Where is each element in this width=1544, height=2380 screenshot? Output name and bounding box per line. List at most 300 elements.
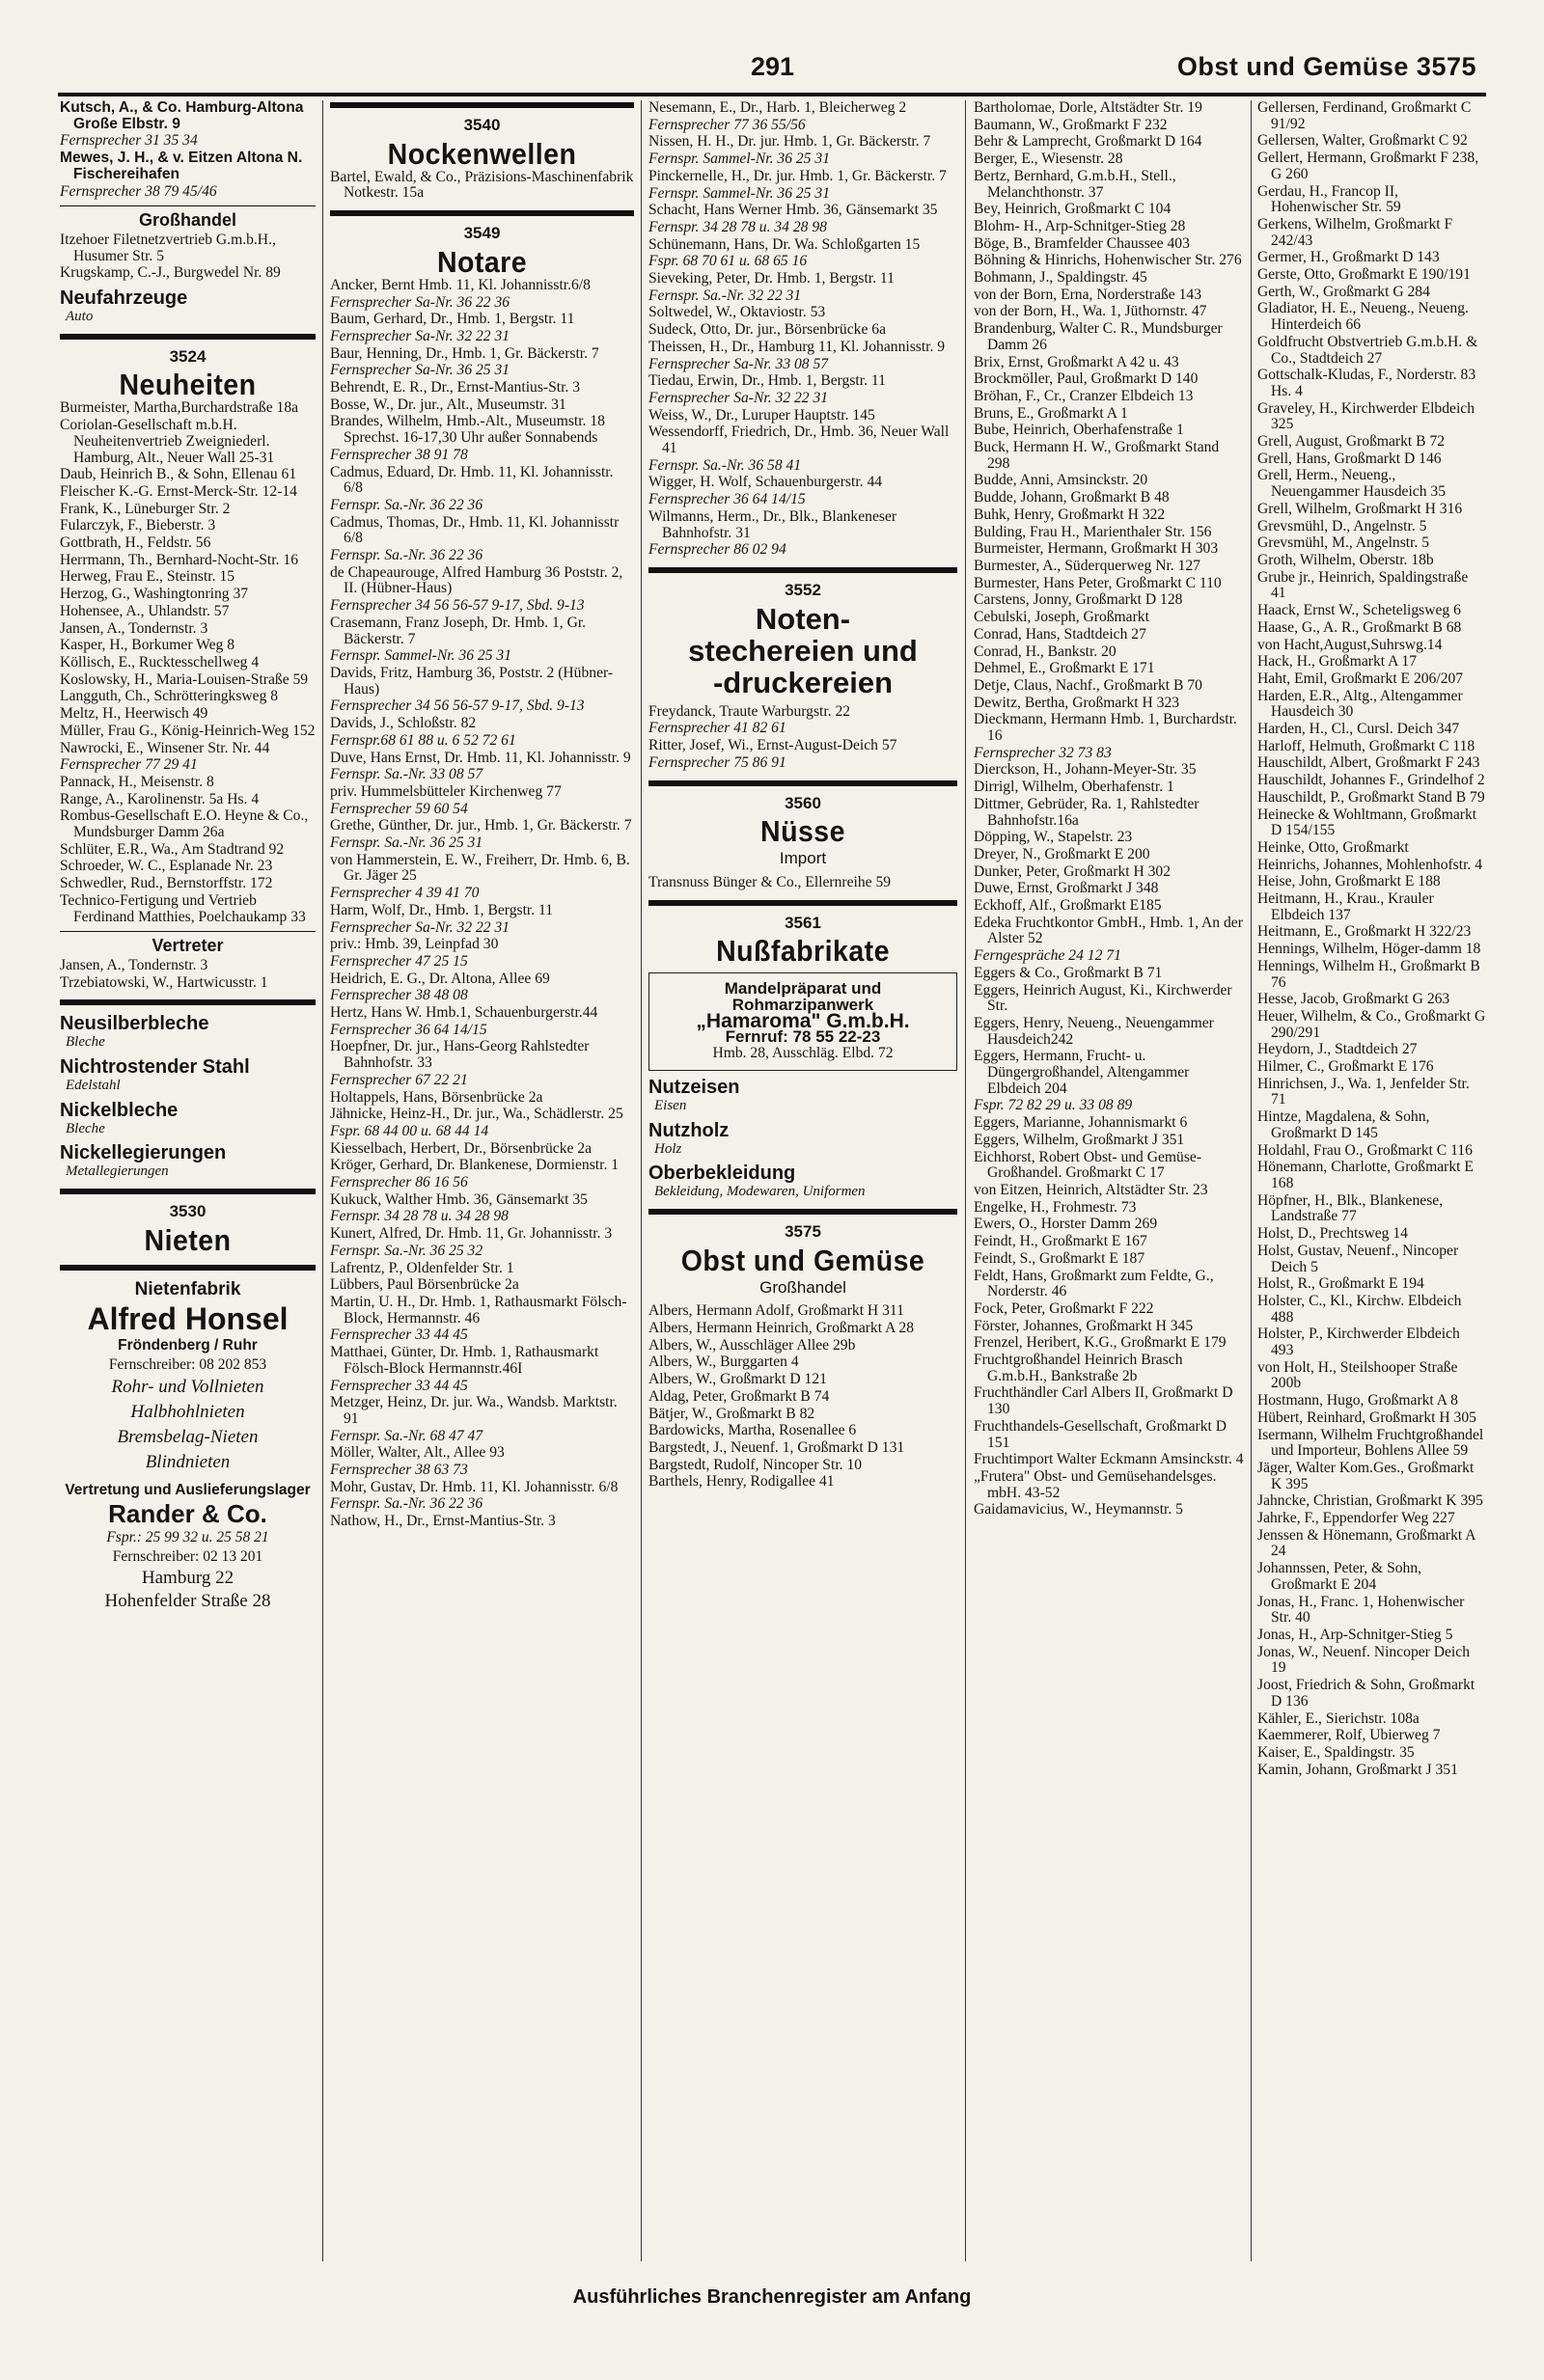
list-item: Davids, J., Schloßstr. 82 [330,715,477,732]
list-item: Grethe, Günther, Dr. jur., Hmb. 1, Gr. Bäckerstr. 7 [330,817,632,834]
list-item: Fernsprecher Sa-Nr. 36 25 31 [330,362,510,379]
list-item: Duve, Hans Ernst, Dr. Hmb. 11, Kl. Johannisstr. 9 [330,749,631,766]
list-item: Dirrigl, Wilhelm, Oberhafenstr. 1 [974,779,1174,796]
list-item: Baum, Gerhard, Dr., Hmb. 1, Bergstr. 11 [330,311,575,328]
list-item: Goldfrucht Obstvertrieb G.m.b.H. & Co., Stadtdeich 27 [1257,333,1478,367]
list-item: Baur, Henning, Dr., Hmb. 1, Gr. Bäckerstr. 7 [330,344,599,362]
phone: Fernsprecher 77 29 41 [60,756,198,774]
list-item: Holst, Gustav, Neuenf., Nincoper Deich 5 [1257,1242,1459,1275]
list-item: Wilmanns, Herm., Dr., Blk., Blankeneser Bahnhofstr. 31 [648,507,897,541]
list-item: Gellert, Hermann, Großmarkt F 238, G 260 [1257,150,1479,182]
list-item: Tiedau, Erwin, Dr., Hmb. 1, Bergstr. 11 [648,372,886,390]
list-item: Jahncke, Christian, Großmarkt K 395 [1257,1492,1483,1510]
list-item: Harden, H., Cl., Cursl. Deich 347 [1257,721,1460,738]
list-item: Barthels, Henry, Rodigallee 41 [648,1473,835,1491]
category-ref: Eisen [654,1097,687,1113]
list-item: Eckhoff, Alf., Großmarkt E185 [974,897,1162,915]
ad-line: Rohr- und Vollnieten [111,1376,264,1397]
list-item: Bey, Heinrich, Großmarkt C 104 [974,201,1172,218]
list-item: Herzog, G., Washingtonring 37 [60,586,249,603]
list-item: Schroeder, W. C., Esplanade Nr. 23 [60,858,273,875]
list-item: Behr & Lamprecht, Großmarkt D 164 [974,133,1202,150]
list-item: Mohr, Gustav, Dr. Hmb. 11, Kl. Johannisstr. 6/8 [330,1478,619,1495]
list-item: Böhning & Hinrichs, Hohenwischer Str. 276 [974,252,1242,269]
list-item: Eggers, Marianne, Johannismarkt 6 [974,1114,1188,1132]
list-item: Kamin, Johann, Großmarkt J 351 [1257,1761,1458,1778]
list-item: Pannack, H., Meisenstr. 8 [60,773,214,790]
entry-list [974,100,1244,1518]
list-item: Eichhorst, Robert Obst- und Gemüse-Großhandel. Großmarkt C 17 [974,1148,1202,1182]
list-item: Albers, W., Burggarten 4 [648,1354,799,1371]
list-item: Hennings, Wilhelm, Höger-damm 18 [1257,941,1481,958]
list-item: Fspr. 72 82 29 u. 33 08 89 [974,1097,1133,1114]
list-item: Höpfner, H., Blk., Blankenese, Landstraße 77 [1257,1191,1444,1225]
subsection-title: Vertreter [152,936,224,956]
list-item: Jansen, A., Tondernstr. 3 [60,956,208,973]
column-2 [330,100,634,2261]
ad-line: Blindnieten [145,1451,231,1472]
list-item: Itzehoer Filetnetzvertrieb G.m.b.H., Husumer Str. 5 [60,231,276,264]
list-item: Jenssen & Hönemann, Großmarkt A 24 [1257,1526,1475,1560]
list-item: Fernspr. Sa.-Nr. 36 58 41 [648,456,802,474]
category-number: 3575 [785,1221,821,1241]
list-item: Fernsprecher 77 36 55/56 [648,116,806,133]
list-item: Harloff, Helmuth, Großmarkt C 118 [1257,737,1475,754]
list-item: Buck, Hermann H. W., Großmarkt Stand 298 [974,439,1220,472]
list-item: Fernspr. Sammel-Nr. 36 25 31 [648,150,830,168]
list-item: Kukuck, Walther Hmb. 36, Gänsemarkt 35 [330,1190,588,1208]
category-title: Nieten [144,1222,232,1257]
entry-list [60,400,316,756]
list-item: Fspr. 68 70 61 u. 68 65 16 [648,253,808,270]
category-ref: Bleche [66,1120,105,1136]
list-item: Fernspr. Sa.-Nr. 36 22 36 [330,496,483,513]
list-item: Wigger, H. Wolf, Schauenburgerstr. 44 [648,474,883,491]
list-item: Feindt, H., Großmarkt E 167 [974,1233,1147,1250]
list-item: Brandenburg, Walter C. R., Mundsburger Damm 26 [974,320,1223,353]
list-item: Eggers, Heinrich August, Ki., Kirchwerder Str. [974,981,1232,1015]
list-item: Nathow, H., Dr., Ernst-Mantius-Str. 3 [330,1513,556,1530]
entry-list [648,100,957,559]
list-item: Fernspr. Sa.-Nr. 36 22 36 [330,547,483,564]
list-item: Heitmann, E., Großmarkt H 322/23 [1257,923,1472,941]
list-item: Fernspr. Sammel-Nr. 36 25 31 [330,647,511,665]
list-item: Ancker, Bernt Hmb. 11, Kl. Johannisstr.6/8 [330,276,591,293]
column-divider [641,100,642,2261]
list-item: Bube, Heinrich, Oberhafenstraße 1 [974,422,1184,439]
list-item: Detje, Claus, Nachf., Großmarkt B 70 [974,676,1202,694]
list-item: Heise, John, Großmarkt E 188 [1257,873,1441,890]
category-heading: Oberbekleidung [648,1163,796,1185]
list-item: Kunert, Alfred, Dr. Hmb. 11, Gr. Johannisstr. 3 [330,1225,613,1243]
list-item: Fernspr. Sa.-Nr. 36 22 36 [330,1495,483,1513]
list-item: Fernspr. Sammel-Nr. 36 25 31 [648,184,830,202]
list-item: Fleischer K.-G. Ernst-Merck-Str. 12-14 [60,482,297,500]
divider [330,102,634,108]
list-item: Fernsprecher 33 44 45 [330,1377,468,1394]
list-item: Davids, Fritz, Hamburg 36, Poststr. 2 (Hübner-Haus) [330,664,614,698]
divider [60,999,316,1005]
list-item: Johannssen, Peter, & Sohn, Großmarkt E 204 [1257,1560,1422,1593]
list-item: Technico-Fertigung und Vertrieb Ferdinand Matthies, Poelchaukamp 33 [60,891,306,925]
list-item: Fernsprecher 36 64 14/15 [330,1021,487,1038]
list-item: Burmeister, Martha,Burchardstraße 18a [60,399,299,417]
list-item: Isermann, Wilhelm Fruchtgroßhandel und Importeur, Bohlens Allee 59 [1257,1426,1484,1460]
ad-company: Alfred Honsel [87,1300,289,1336]
list-item: Jansen, A., Tondernstr. 3 [60,619,208,637]
ad-line: Fspr.: 25 99 32 u. 25 58 21 [106,1528,269,1546]
list-item: Baumann, W., Großmarkt F 232 [974,116,1168,133]
list-item: Fernsprecher Sa-Nr. 32 22 31 [330,918,510,936]
list-item: Eggers & Co., Großmarkt B 71 [974,964,1163,981]
list-item: Jonas, H., Franc. 1, Hohenwischer Str. 40 [1257,1593,1465,1627]
list-item: Möller, Walter, Alt., Allee 93 [330,1444,505,1462]
category-number: 3524 [169,346,207,366]
list-item: Brandes, Wilhelm, Hmb.-Alt., Museumstr. 18 Sprechst. 16-17,30 Uhr außer Sonnabends [330,413,605,447]
ad-line: Nietenfabrik [134,1278,241,1299]
list-item: Harden, E.R., Altg., Altengammer Hausdeich 30 [1257,687,1463,721]
list-item: Fernspr. 34 28 78 u. 34 28 98 [648,218,827,235]
column-divider [965,100,966,2261]
list-item: Müller, Frau G., König-Heinrich-Weg 152 [60,722,316,739]
list-item: Feindt, S., Großmarkt E 187 [974,1249,1145,1267]
ad-line: Hamburg 22 [141,1567,234,1588]
list-item: priv. Hummelsbütteler Kirchenweg 77 [330,782,562,800]
list-item: Jonas, W., Neuenf. Nincoper Deich 19 [1257,1643,1470,1677]
category-number: 3561 [785,913,821,932]
list-item: Bröhan, F., Cr., Cranzer Elbdeich 13 [974,387,1194,404]
list-item: Behrendt, E. R., Dr., Ernst-Mantius-Str. 3 [330,379,581,397]
category-title: Nußfabrikate [716,934,890,969]
list-item: Krugskamp, C.-J., Burgwedel Nr. 89 [60,264,281,282]
list-item: Fernsprecher Sa-Nr. 36 22 36 [330,293,510,311]
list-item: Koslowsky, H., Maria-Louisen-Straße 59 [60,670,309,688]
divider [648,1209,957,1215]
list-item: Hostmann, Hugo, Großmarkt A 8 [1257,1392,1458,1409]
list-item: Holtappels, Hans, Börsenbrücke 2a [330,1088,543,1106]
list-item: Blohm- H., Arp-Schnitger-Stieg 28 [974,217,1186,234]
list-item: Grell, Wilhelm, Großmarkt H 316 [1257,500,1463,517]
column-5 [1257,100,1486,2261]
list-item: Heinke, Otto, Großmarkt [1257,838,1409,856]
divider [648,900,957,906]
list-item: Jahrke, F., Eppendorfer Weg 227 [1257,1510,1455,1527]
list-item: Eggers, Henry, Neueng., Neuengammer Hausdeich242 [974,1014,1214,1048]
list-item: Fernsprecher 41 82 61 [648,720,786,737]
list-item: von Hacht,August,Suhrswg.14 [1257,636,1443,653]
list-item: Ferngespräche 24 12 71 [974,947,1121,965]
list-item: Fernspr. Sa.-Nr. 32 22 31 [648,287,802,304]
list-item: Schwedler, Rud., Bernstorffstr. 172 [60,875,273,892]
ad-line: Mandelpräparat und Rohmarzipanwerk [724,979,882,1015]
divider [60,334,316,340]
list-item: Rombus-Gesellschaft E.O. Heyne & Co., Mundsburger Damm 26a [60,807,309,841]
list-item: Lafrentz, P., Oldenfelder Str. 1 [330,1259,514,1276]
list-item: von Eitzen, Heinrich, Altstädter Str. 23 [974,1182,1208,1198]
list-item: Langguth, Ch., Schrötteringksweg 8 [60,688,279,705]
list-item: Albers, Hermann Adolf, Großmarkt H 311 [648,1302,904,1320]
list-item: Hennings, Wilhelm H., Großmarkt B 76 [1257,957,1480,991]
category-number: 3560 [785,793,821,812]
list-item: Fernsprecher Sa-Nr. 33 08 57 [648,355,829,372]
list-item: Albers, Hermann Heinrich, Großmarkt A 28 [648,1320,914,1337]
list-item: Fernsprecher 38 91 78 [330,446,468,463]
list-item: Weiss, W., Dr., Luruper Hauptstr. 145 [648,406,875,424]
list-item: Fernspr. Sa.-Nr. 36 25 31 [330,834,483,852]
top-rule [58,93,1486,96]
category-subtitle: Import [779,849,827,868]
category-title: stechereien und [688,633,918,668]
list-item: Fernspr. Sa.-Nr. 36 25 32 [330,1242,483,1259]
column-3 [648,100,957,2261]
list-item: Gladiator, H. E., Neueng., Neueng. Hinterdeich 66 [1257,300,1469,334]
divider [330,210,634,216]
list-item: Grevsmühl, M., Angelnstr. 5 [1257,534,1430,552]
divider [60,1189,316,1194]
advertisement-box [648,972,957,1071]
category-ref: Metallegierungen [66,1163,169,1180]
list-item: Fernsprecher 86 16 56 [330,1174,468,1191]
list-item: Köllisch, E., Rucktesschellweg 4 [60,653,260,670]
list-item: Fernsprecher Sa-Nr. 32 22 31 [648,389,829,406]
list-item: Range, A., Karolinenstr. 5a Hs. 4 [60,790,260,807]
list-item: Fruchthändler Carl Albers II, Großmarkt D 130 [974,1384,1233,1418]
list-item: Kasper, H., Borkumer Weg 8 [60,637,235,654]
list-item: Fernspr. Sa.-Nr. 68 47 47 [330,1427,483,1444]
list-item: Böge, B., Bramfelder Chaussee 403 [974,234,1190,252]
list-item: Soltwedel, W., Oktaviostr. 53 [648,304,826,321]
category-title: Neuheiten [119,368,257,402]
list-item: Herweg, Frau E., Steinstr. 15 [60,568,235,586]
ad-line: Fröndenberg / Ruhr [118,1336,258,1354]
list-item: Gerkens, Wilhelm, Großmarkt F 242/43 [1257,215,1453,249]
divider [60,931,316,932]
list-item: Dehmel, E., Großmarkt E 171 [974,660,1155,677]
list-item: Fernspr. Sa.-Nr. 33 08 57 [330,766,483,783]
list-item: Matthaei, Günter, Dr. Hmb. 1, Rathausmarkt Fölsch-Block Hermannstr.46I [330,1344,599,1377]
phone: Fernsprecher 38 79 45/46 [60,182,217,200]
category-ref: Auto [66,309,94,325]
page-number: 291 [751,52,795,81]
column-divider [322,100,323,2261]
list-item: Duwe, Ernst, Großmarkt J 348 [974,880,1159,897]
list-item: Mewes, J. H., & v. Eitzen Altona N. Fischereihafen [60,150,303,182]
list-item: Hintze, Magdalena, & Sohn, Großmarkt D 145 [1257,1108,1430,1141]
list-item: Cadmus, Eduard, Dr. Hmb. 11, Kl. Johannisstr. 6/8 [330,463,614,497]
list-item: Harm, Wolf, Dr., Hmb. 1, Bergstr. 11 [330,901,554,918]
category-number: 3552 [785,580,821,599]
footer-note: Ausführliches Branchenregister am Anfang [572,2286,972,2308]
list-item: Dieckmann, Hermann Hmb. 1, Burchardstr. 16 [974,711,1237,745]
list-item: Conrad, Hans, Stadtdeich 27 [974,625,1146,643]
list-item: Hertz, Hans W. Hmb.1, Schauenburgerstr.44 [330,1004,598,1022]
ad-company: „Hamaroma" G.m.b.H. [696,1009,910,1032]
list-item: Trzebiatowski, W., Hartwicusstr. 1 [60,973,268,991]
list-item: Metzger, Heinz, Dr. jur. Wa., Wandsb. Marktstr. 91 [330,1394,618,1427]
list-item: Döpping, W., Stapelstr. 23 [974,829,1133,846]
list-item: Heydorn, J., Stadtdeich 27 [1257,1041,1418,1058]
entry-list [1257,100,1486,1778]
list-item: Nawrocki, E., Winsener Str. Nr. 44 [60,739,270,756]
list-item: Grell, Hans, Großmarkt D 146 [1257,450,1442,467]
list-item: Grell, Herm., Neueng., Neuengammer Hausdeich 35 [1257,467,1446,501]
list-item: Gottbrath, H., Feldstr. 56 [60,534,211,552]
list-item: Dittmer, Gebrüder, Ra. 1, Rahlstedter Bahnhofstr.16a [974,795,1199,829]
list-item: Holster, P., Kirchwerder Elbdeich 493 [1257,1326,1460,1359]
list-item: Heuer, Wilhelm, & Co., Großmarkt G 290/291 [1257,1007,1486,1041]
list-item: Dierckson, H., Johann-Meyer-Str. 35 [974,761,1197,779]
list-item: Nesemann, E., Dr., Harb. 1, Bleicherweg 2 [648,100,907,116]
list-item: Gellersen, Walter, Großmarkt C 92 [1257,132,1468,150]
list-item: Fspr. 68 44 00 u. 68 44 14 [330,1122,489,1139]
list-item: Berger, E., Wiesenstr. 28 [974,150,1123,168]
list-item: Fernsprecher 75 86 91 [648,753,786,771]
list-item: Fernsprecher Sa-Nr. 32 22 31 [330,327,510,344]
list-item: Carstens, Jonny, Großmarkt D 128 [974,591,1183,609]
list-item: Fernsprecher 32 73 83 [974,744,1112,761]
list-item: Fernsprecher 4 39 41 70 [330,885,480,902]
category-heading: Nickelbleche [60,1099,179,1121]
list-item: Burmester, Hans Peter, Großmarkt C 110 [974,574,1222,591]
list-item: Joost, Friedrich & Sohn, Großmarkt D 136 [1257,1677,1475,1710]
list-item: Martin, U. H., Dr. Hmb. 1, Rathausmarkt Fölsch-Block, Hermannstr. 46 [330,1294,627,1327]
list-item: Cadmus, Thomas, Dr., Hmb. 11, Kl. Johannisstr 6/8 [330,513,620,547]
list-item: Schlüter, E.R., Wa., Am Stadtrand 92 [60,840,285,858]
list-item: Transnuss Bünger & Co., Ellernreihe 59 [648,873,892,890]
divider [648,567,957,573]
category-ref: Bekleidung, Modewaren, Uniformen [654,1184,866,1200]
ad-line: Fernruf: 78 55 22-23 [725,1027,881,1047]
list-item: Conrad, H., Bankstr. 20 [974,643,1117,660]
list-item: Holster, C., Kl., Kirchw. Elbdeich 488 [1257,1292,1462,1326]
column-1 [60,100,316,2261]
list-item: Burmester, A., Süderquerweg Nr. 127 [974,557,1200,574]
list-item: Hübert, Reinhard, Großmarkt H 305 [1257,1409,1476,1426]
list-item: Gerdau, H., Francop II, Hohenwischer Str. 59 [1257,182,1401,216]
list-item: Crasemann, Franz Joseph, Dr. Hmb. 1, Gr. Bäckerstr. 7 [330,614,587,647]
list-item: Hoepfner, Dr. jur., Hans-Georg Rahlstedter Bahnhofstr. 33 [330,1038,590,1072]
list-item: Fernsprecher 38 48 08 [330,987,468,1004]
list-item: Fernsprecher 86 02 94 [648,541,786,559]
ad-company: Rander & Co. [108,1498,267,1528]
category-ref: Bleche [66,1034,105,1051]
category-heading: Nutzeisen [648,1076,740,1098]
list-item: Haack, Ernst W., Scheteligsweg 6 [1257,602,1461,619]
list-item: „Frutera" Obst- und Gemüsehandelsges. mbH. 43-52 [974,1467,1217,1501]
list-item: Sieveking, Peter, Dr. Hmb. 1, Bergstr. 11 [648,270,895,287]
list-item: Groth, Wilhelm, Oberstr. 18b [1257,551,1434,568]
list-item: Hack, H., Großmarkt A 17 [1257,653,1418,670]
list-item: Fernsprecher 34 56 56-57 9-17, Sbd. 9-13 [330,698,585,715]
list-item: Edeka Fruchtkontor GmbH., Hmb. 1, An der Alster 52 [974,914,1243,947]
list-item: priv.: Hmb. 39, Leinpfad 30 [330,936,499,953]
list-item: Albers, W., Ausschläger Allee 29b [648,1336,856,1354]
list-item: Frenzel, Heribert, K.G., Großmarkt E 179 [974,1334,1227,1352]
running-head: Obst und Gemüse 3575 [1176,52,1476,81]
list-item: Freydanck, Traute Warburgstr. 22 [648,702,851,720]
list-item: Sudeck, Otto, Dr. jur., Börsenbrücke 6a [648,321,886,339]
category-number: 3549 [463,224,501,243]
list-item: Gellersen, Ferdinand, Großmarkt C 91/92 [1257,100,1472,132]
list-item: Grube jr., Heinrich, Spaldingstraße 41 [1257,568,1469,602]
entry-list [648,704,957,772]
list-item: Nissen, H. H., Dr. jur. Hmb. 1, Gr. Bäckerstr. 7 [648,133,931,150]
category-ref: Edelstahl [66,1078,121,1094]
list-item: Grell, August, Großmarkt B 72 [1257,433,1446,451]
column-divider [1251,100,1252,2261]
list-item: von Hammerstein, E. W., Freiherr, Dr. Hmb. 6, B. Gr. Jäger 25 [330,851,630,885]
divider [60,205,316,206]
list-item: Hilmer, C., Großmarkt E 176 [1257,1058,1434,1076]
ad-line: Halbhohlnieten [130,1401,245,1422]
category-heading: Neufahrzeuge [60,287,188,310]
list-item: Bulding, Frau H., Marienthaler Str. 156 [974,523,1212,540]
list-item: Heinecke & Wohltmann, Großmarkt D 154/155 [1257,806,1477,839]
list-item: Wessendorff, Friedrich, Dr., Hmb. 36, Neuer Wall 41 [648,424,950,457]
list-item: Bargstedt, Rudolf, Nincoper Str. 10 [648,1456,863,1473]
list-item: Fruchthandels-Gesellschaft, Großmarkt D 151 [974,1417,1227,1451]
list-item: Pinckernelle, H., Dr. jur. Hmb. 1, Gr. Bäckerstr. 7 [648,167,947,184]
list-item: Fruchtimport Walter Eckmann Amsinckstr. 4 [974,1451,1244,1468]
list-item: Brockmöller, Paul, Großmarkt D 140 [974,370,1199,388]
category-title: -druckereien [712,665,894,699]
list-item: Hesse, Jacob, Großmarkt G 263 [1257,991,1450,1008]
list-item: Holdahl, Frau O., Großmarkt C 116 [1257,1141,1473,1159]
list-item: Lübbers, Paul Börsenbrücke 2a [330,1276,519,1294]
category-title: Nockenwellen [387,136,577,171]
list-item: Fernspr.68 61 88 u. 6 52 72 61 [330,731,516,749]
list-item: Bardowicks, Martha, Rosenallee 6 [648,1422,857,1439]
list-item: von der Born, Erna, Norderstraße 143 [974,286,1202,303]
ad-line: Hmb. 28, Ausschläg. Elbd. 72 [712,1045,894,1062]
list-item: Fock, Peter, Großmarkt F 222 [974,1299,1154,1317]
list-item: Coriolan-Gesellschaft m.b.H. Neuheitenvertrieb Zweigniederl. Hamburg, Alt., Neuer Wall 25-31 [60,417,275,466]
category-ref: Holz [654,1140,682,1157]
list-item: Eggers, Wilhelm, Großmarkt J 351 [974,1131,1185,1148]
subsection-title: Großhandel [138,210,236,231]
list-item: Bosse, W., Dr. jur., Alt., Museumstr. 31 [330,396,566,413]
list-item: Fernsprecher 59 60 54 [330,800,468,817]
entry-list [648,1303,957,1491]
list-item: Fernsprecher 38 63 73 [330,1462,468,1479]
list-item: Hohensee, A., Uhlandstr. 57 [60,602,230,619]
list-item: Bertz, Bernhard, G.m.b.H., Stell., Melanchthonstr. 37 [974,167,1176,201]
category-title: Obst und Gemüse [680,1243,925,1277]
list-item: Bohmann, J., Spaldingstr. 45 [974,269,1147,287]
list-item: Dunker, Peter, Großmarkt H 302 [974,862,1172,880]
list-item: Hauschildt, Albert, Großmarkt F 243 [1257,754,1480,772]
list-item: Dewitz, Bertha, Großmarkt H 323 [974,694,1180,711]
list-item: Gerth, W., Großmarkt G 284 [1257,283,1430,300]
list-item: Holst, D., Prechtsweg 14 [1257,1225,1408,1243]
list-item: Herrmann, Th., Bernhard-Nocht-Str. 16 [60,551,298,568]
category-title: Noten- [755,601,851,636]
list-item: Bargstedt, J., Neuenf. 1, Großmarkt D 131 [648,1438,905,1456]
list-item: Frank, K., Lüneburger Str. 2 [60,500,231,517]
list-item: Gerste, Otto, Großmarkt E 190/191 [1257,266,1471,284]
list-item: Haase, G., A. R., Großmarkt B 68 [1257,618,1462,636]
list-item: Gottschalk-Kludas, F., Norderstr. 83 Hs. 4 [1257,367,1476,399]
ad-line: Fernschreiber: 08 202 853 [108,1355,267,1373]
column-4 [974,100,1244,2261]
list-item: Engelke, H., Frohmestr. 73 [974,1198,1137,1216]
category-heading: Nichtrostender Stahl [60,1056,250,1079]
list-item: Fernsprecher 36 64 14/15 [648,491,806,508]
list-item: Burmeister, Hermann, Großmarkt H 303 [974,540,1219,558]
list-item: Buhk, Henry, Großmarkt H 322 [974,506,1166,523]
list-item: Fruchtgroßhandel Heinrich Brasch G.m.b.H., Bankstraße 2b [974,1352,1183,1384]
list-item: Fularczyk, F., Bieberstr. 3 [60,517,216,534]
